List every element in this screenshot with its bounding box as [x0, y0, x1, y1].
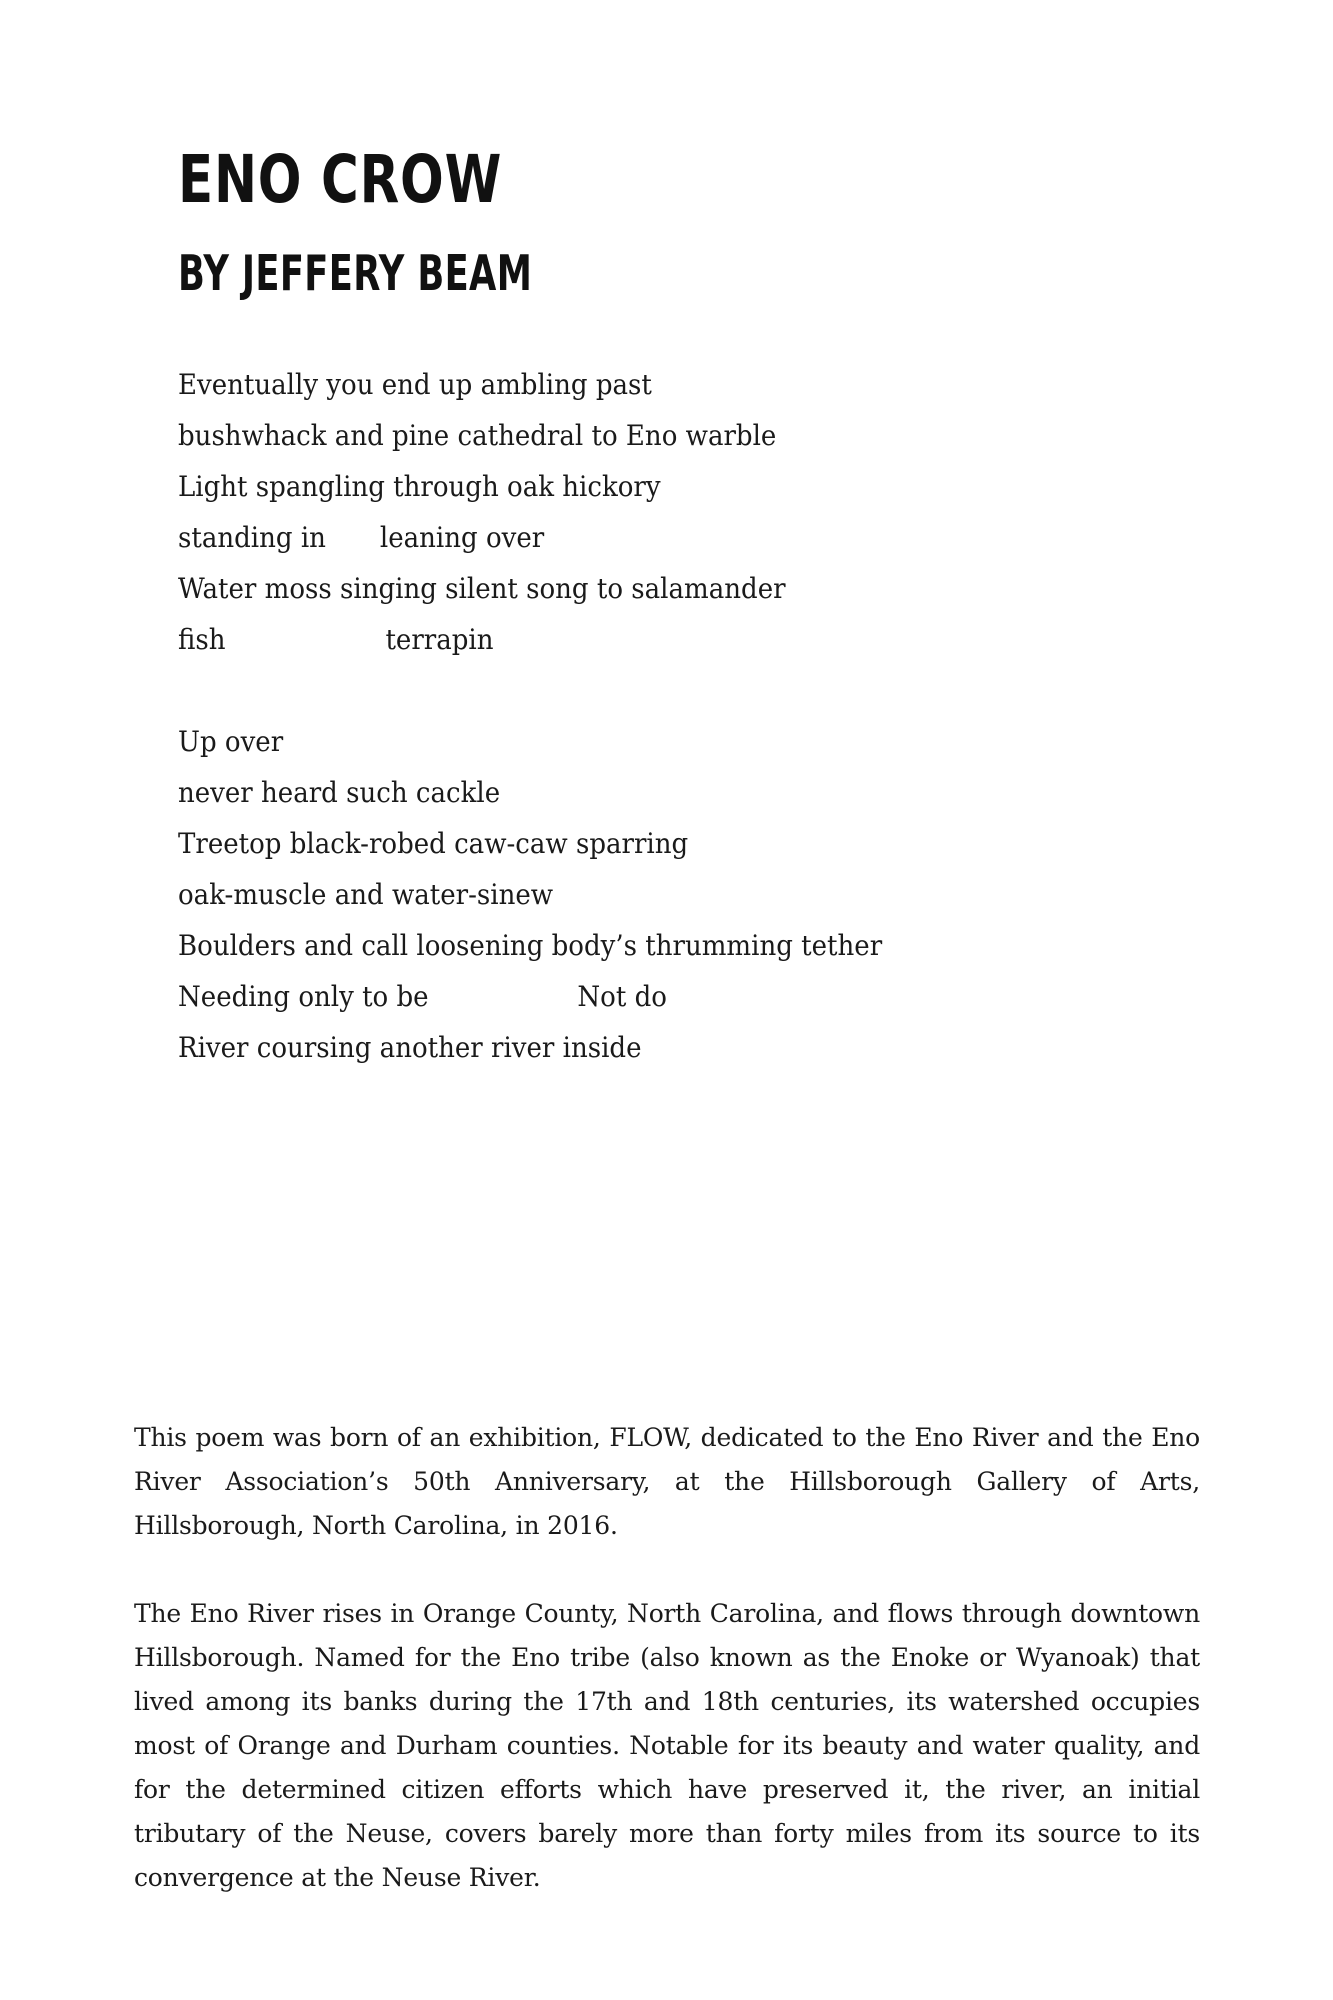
- poem-line: [178, 614, 882, 665]
- exhibition-note: This poem was born of an exhibition, FLOW, dedicated to the Eno River and the Eno River Association’s 50th Anniversary, at the Hillsborough Gallery of Arts, Hillsborough, North Carolina, in 2016.: [134, 1423, 1200, 1540]
- poem-line: Treetop black-robed caw-caw sparring: [178, 827, 689, 860]
- poem-byline: BY JEFFERY BEAM: [178, 245, 533, 302]
- poem-line: never heard such cackle: [178, 776, 501, 809]
- poem-line: Up over: [178, 725, 284, 758]
- poem-line-segment: terrapin: [385, 623, 494, 656]
- poem-line-segment: standing in: [178, 521, 326, 554]
- poem-line-segment: Not do: [577, 980, 667, 1013]
- poem-line-segment: leaning over: [379, 521, 545, 554]
- poem-line-segment: fish: [178, 623, 226, 656]
- poem-title: ENO CROW: [178, 141, 503, 218]
- poem-body: [178, 359, 882, 1073]
- poem-line: oak-muscle and water-sinew: [178, 878, 554, 911]
- poem-line: Boulders and call loosening body’s thrumming tether: [178, 929, 883, 962]
- poem-line: bushwhack and pine cathedral to Eno warble: [178, 419, 777, 452]
- stanza-2: [178, 716, 882, 1073]
- poem-line: Water moss singing silent song to salamander: [178, 572, 786, 605]
- stanza-1: [178, 359, 882, 665]
- river-note: The Eno River rises in Orange County, North Carolina, and flows through downtown Hillsborough. Named for the Eno tribe (also known as the Enoke or Wyanoak) that lived among its banks during the 17th and 18th centuries, its watershed occupies most of Orange and Durham counties. Notable for its beauty and water quality, and for the determined citizen efforts which have preserved it, the river, an initial tributary of the Neuse, covers barely more than forty miles from its source to its convergence at the Neuse River.: [134, 1599, 1200, 1892]
- poem-line: Light spangling through oak hickory: [178, 470, 661, 503]
- poem-line: Eventually you end up ambling past: [178, 368, 652, 401]
- poem-line-segment: Needing only to be: [178, 980, 429, 1013]
- poem-line: [178, 512, 882, 563]
- poem-line: [178, 971, 882, 1022]
- poem-line: River coursing another river inside: [178, 1031, 642, 1064]
